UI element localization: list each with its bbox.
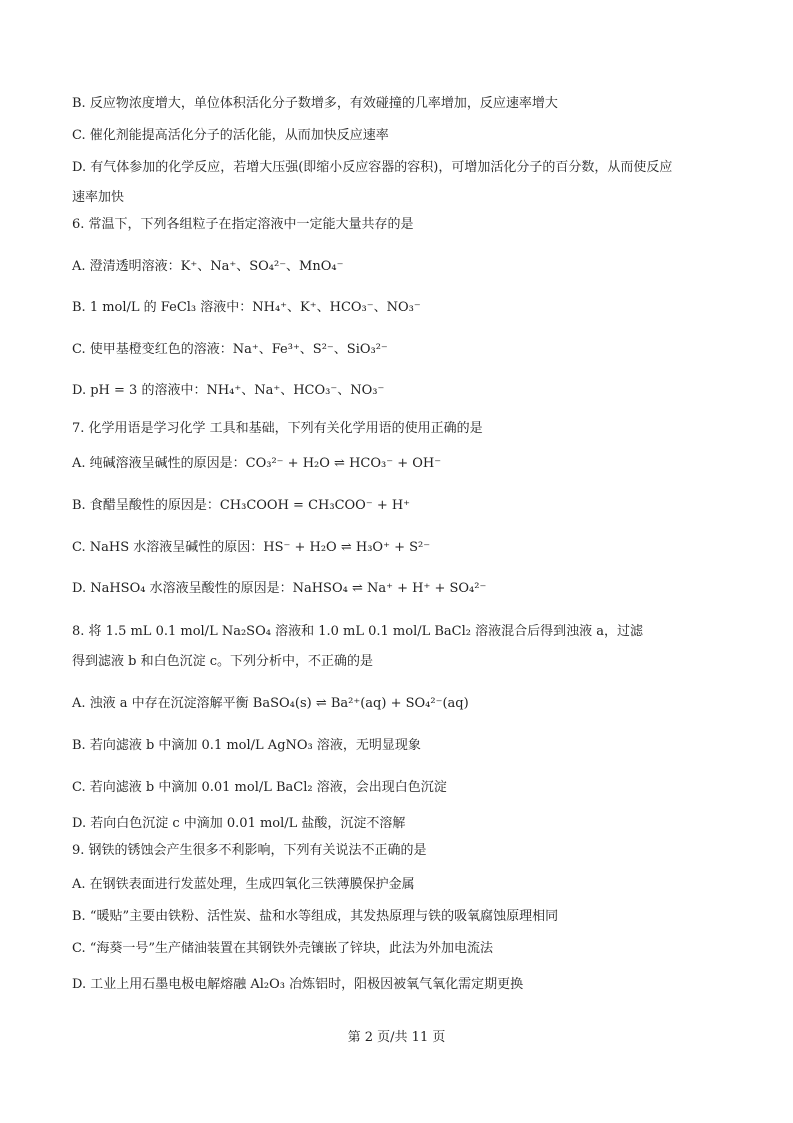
option-5d-cont: 速率加快 (72, 190, 125, 205)
option-6b: B. 1 mol/L 的 FeCl₃ 溶液中：NH₄⁺、K⁺、HCO₃⁻、NO₃⁻ (72, 300, 421, 315)
question-6: 6. 常温下，下列各组粒子在指定溶液中一定能大量共存的是 (72, 217, 414, 232)
option-9a: A. 在钢铁表面进行发蓝处理，生成四氧化三铁薄膜保护金属 (72, 877, 415, 892)
option-5d: D. 有气体参加的化学反应，若增大压强(即缩小反应容器的容积)，可增加活化分子的百分数，从而使反应 (72, 160, 673, 175)
option-8a: A. 浊液 a 中存在沉淀溶解平衡 BaSO₄(s) ⇌ Ba²⁺(aq) + SO₄²⁻(aq) (72, 696, 469, 711)
option-7d: D. NaHSO₄ 水溶液呈酸性的原因是：NaHSO₄ ⇌ Na⁺ + H⁺ + SO₄²⁻ (72, 581, 487, 596)
option-8d: D. 若向白色沉淀 c 中滴加 0.01 mol/L 盐酸，沉淀不溶解 (72, 816, 406, 831)
question-8: 8. 将 1.5 mL 0.1 mol/L Na₂SO₄ 溶液和 1.0 mL 0.1 mol/L BaCl₂ 溶液混合后得到浊液 a，过滤 (72, 624, 644, 639)
option-6c: C. 使甲基橙变红色的溶液：Na⁺、Fe³⁺、S²⁻、SiO₃²⁻ (72, 342, 388, 357)
option-7a: A. 纯碱溶液呈碱性的原因是：CO₃²⁻ + H₂O ⇌ HCO₃⁻ + OH⁻ (72, 456, 442, 471)
option-6d: D. pH = 3 的溶液中：NH₄⁺、Na⁺、HCO₃⁻、NO₃⁻ (72, 383, 385, 398)
option-5c: C. 催化剂能提高活化分子的活化能，从而加快反应速率 (72, 128, 389, 143)
option-7b: B. 食醋呈酸性的原因是：CH₃COOH = CH₃COO⁻ + H⁺ (72, 498, 411, 513)
option-9b: B. “暖贴”主要由铁粉、活性炭、盐和水等组成，其发热原理与铁的吸氧腐蚀原理相同 (72, 909, 559, 924)
option-8c: C. 若向滤液 b 中滴加 0.01 mol/L BaCl₂ 溶液，会出现白色沉淀 (72, 780, 447, 795)
option-6a: A. 澄清透明溶液：K⁺、Na⁺、SO₄²⁻、MnO₄⁻ (72, 259, 344, 274)
option-9d: D. 工业上用石墨电极电解熔融 Al₂O₃ 冶炼铝时，阳极因被氧气氧化需定期更换 (72, 977, 524, 992)
option-8b: B. 若向滤液 b 中滴加 0.1 mol/L AgNO₃ 溶液，无明显现象 (72, 738, 421, 753)
question-8-cont: 得到滤液 b 和白色沉淀 c。下列分析中，不正确的是 (72, 654, 373, 669)
question-9: 9. 钢铁的锈蚀会产生很多不利影响，下列有关说法不正确的是 (72, 843, 427, 858)
question-7: 7. 化学用语是学习化学 工具和基础，下列有关化学用语的使用正确的是 (72, 421, 483, 436)
option-7c: C. NaHS 水溶液呈碱性的原因：HS⁻ + H₂O ⇌ H₃O⁺ + S²⁻ (72, 540, 431, 555)
option-5b: B. 反应物浓度增大，单位体积活化分子数增多，有效碰撞的几率增加，反应速率增大 (72, 96, 558, 111)
option-9c: C. “海葵一号”生产储油装置在其钢铁外壳镶嵌了锌块，此法为外加电流法 (72, 941, 494, 956)
page-footer: 第 2 页/共 11 页 (347, 1030, 446, 1045)
